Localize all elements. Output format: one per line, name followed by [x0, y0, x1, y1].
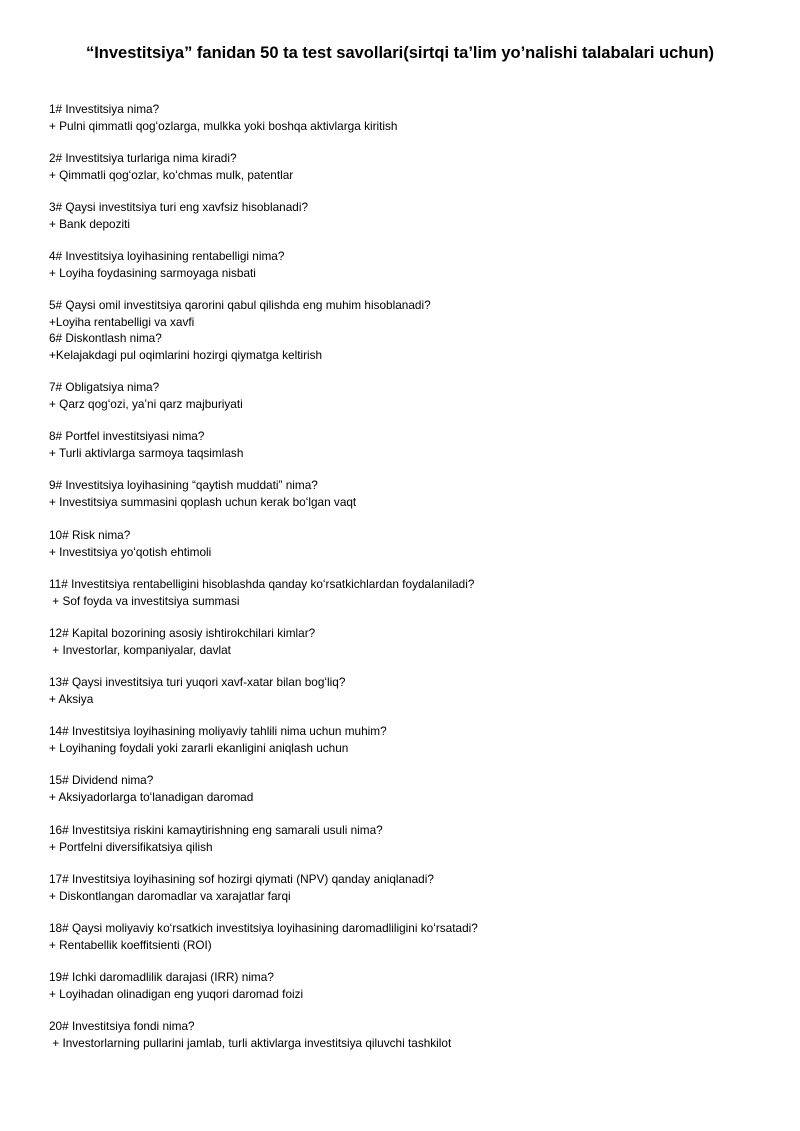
- question: 11# Investitsiya rentabelligini hisoblashda qanday koʻrsatkichlardan foydalaniladi?: [49, 577, 475, 591]
- answer: + Loyiha foydasining sarmoyaga nisbati: [49, 266, 256, 280]
- qa-item-1: [49, 101, 769, 135]
- question: 3# Qaysi investitsiya turi eng xavfsiz hisoblanadi?: [49, 200, 309, 214]
- answer: +Kelajakdagi pul oqimlarini hozirgi qiymatga keltirish: [49, 348, 323, 362]
- question: 1# Investitsiya nima?: [49, 102, 160, 116]
- qa-item-9: [49, 477, 769, 511]
- answer: + Investorlar, kompaniyalar, davlat: [49, 643, 231, 657]
- answer: + Bank depoziti: [49, 217, 130, 231]
- qa-item-19: [49, 969, 769, 1003]
- qa-item-6: [49, 330, 769, 364]
- question: 5# Qaysi omil investitsiya qarorini qabul qilishda eng muhim hisoblanadi?: [49, 298, 431, 312]
- question: 2# Investitsiya turlariga nima kiradi?: [49, 151, 237, 165]
- question: 19# Ichki daromadlilik darajasi (IRR) nima?: [49, 970, 274, 984]
- answer: + Diskontlangan daromadlar va xarajatlar farqi: [49, 889, 291, 903]
- answer: + Aksiyadorlarga toʻlanadigan daromad: [49, 790, 254, 804]
- answer: + Aksiya: [49, 692, 94, 706]
- qa-item-15: [49, 772, 769, 806]
- question: 4# Investitsiya loyihasining rentabelligi nima?: [49, 249, 285, 263]
- question: 9# Investitsiya loyihasining “qaytish muddati” nima?: [49, 478, 318, 492]
- qa-item-16: [49, 822, 769, 856]
- qa-item-18: [49, 920, 769, 954]
- question: 6# Diskontlash nima?: [49, 331, 162, 345]
- qa-item-12: [49, 625, 769, 659]
- qa-item-2: [49, 150, 769, 184]
- answer: + Sof foyda va investitsiya summasi: [49, 594, 240, 608]
- qa-item-20: [49, 1018, 769, 1052]
- question: 18# Qaysi moliyaviy koʻrsatkich investitsiya loyihasining daromadliligini koʻrsatadi?: [49, 921, 478, 935]
- qa-item-7: [49, 379, 769, 413]
- answer: + Loyihadan olinadigan eng yuqori daromad foizi: [49, 987, 304, 1001]
- qa-item-14: [49, 723, 769, 757]
- answer: + Investorlarning pullarini jamlab, turli aktivlarga investitsiya qiluvchi tashkilot: [49, 1036, 452, 1050]
- question: 20# Investitsiya fondi nima?: [49, 1019, 195, 1033]
- question: 15# Dividend nima?: [49, 773, 154, 787]
- answer: + Turli aktivlarga sarmoya taqsimlash: [49, 446, 244, 460]
- answer: + Investitsiya summasini qoplash uchun kerak boʻlgan vaqt: [49, 495, 357, 509]
- answer: + Qimmatli qogʻozlar, koʻchmas mulk, patentlar: [49, 168, 294, 182]
- answer: + Portfelni diversifikatsiya qilish: [49, 840, 213, 854]
- answer: + Rentabellik koeffitsienti (ROI): [49, 938, 212, 952]
- question: 13# Qaysi investitsiya turi yuqori xavf-xatar bilan bogʻliq?: [49, 675, 346, 689]
- qa-item-17: [49, 871, 769, 905]
- qa-item-4: [49, 248, 769, 282]
- answer: +Loyiha rentabelligi va xavfi: [49, 315, 195, 329]
- qa-item-3: [49, 199, 769, 233]
- answer: + Investitsiya yoʻqotish ehtimoli: [49, 545, 212, 559]
- qa-item-13: [49, 674, 769, 708]
- question: 10# Risk nima?: [49, 528, 131, 542]
- qa-item-8: [49, 428, 769, 462]
- question: 7# Obligatsiya nima?: [49, 380, 160, 394]
- answer: + Loyihaning foydali yoki zararli ekanligini aniqlash uchun: [49, 741, 349, 755]
- question: 17# Investitsiya loyihasining sof hozirgi qiymati (NPV) qanday aniqlanadi?: [49, 872, 434, 886]
- qa-item-10: [49, 527, 769, 561]
- qa-item-5: [49, 297, 769, 331]
- answer: + Qarz qogʻozi, ya’ni qarz majburiyati: [49, 397, 243, 411]
- qa-item-11: [49, 576, 769, 610]
- question: 12# Kapital bozorining asosiy ishtirokchilari kimlar?: [49, 626, 316, 640]
- question: 8# Portfel investitsiyasi nima?: [49, 429, 205, 443]
- question: 16# Investitsiya riskini kamaytirishning eng samarali usuli nima?: [49, 823, 383, 837]
- answer: + Pulni qimmatli qogʻozlarga, mulkka yoki boshqa aktivlarga kiritish: [49, 119, 398, 133]
- document-title: “Investitsiya” fanidan 50 ta test savollari(sirtqi ta’lim yo’nalishi talabalari uchun): [85, 44, 715, 62]
- question: 14# Investitsiya loyihasining moliyaviy tahlili nima uchun muhim?: [49, 724, 387, 738]
